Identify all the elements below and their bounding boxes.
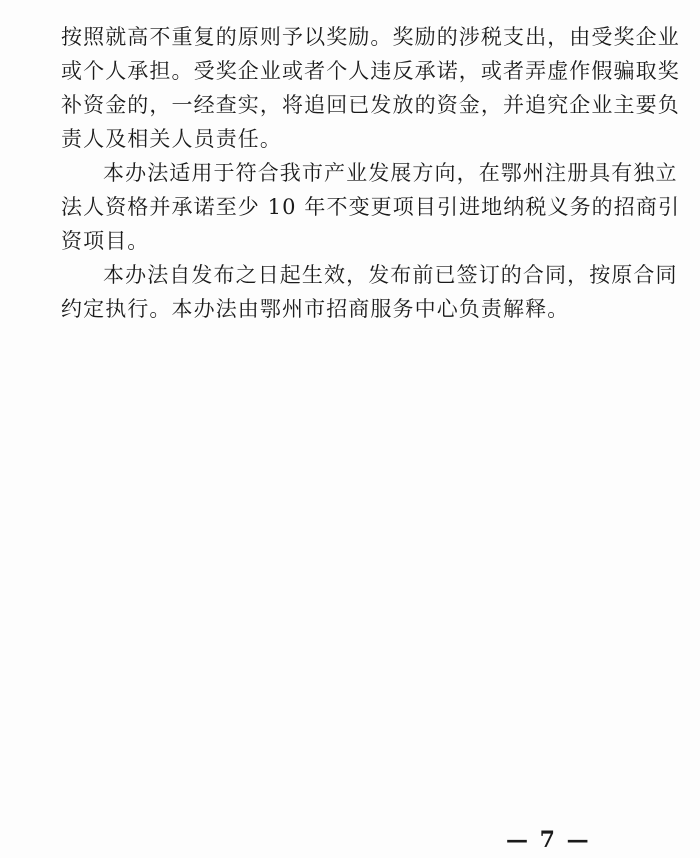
text-line: 按照就高不重复的原则予以奖励。奖励的涉税支出，由受奖企业 [61,25,680,49]
page-number: — 7 — [506,827,591,853]
text-line: 补资金的，一经查实，将追回已发放的资金，并追究企业主要负 [61,93,680,117]
paragraph-effective-date [61,258,678,326]
text-line: 或个人承担。受奖企业或者个人违反承诺，或者弄虚作假骗取奖 [61,59,680,83]
text-line: 法人资格并承诺至少 10 年不变更项目引进地纳税义务的招商引 [61,195,681,219]
text-line: 资项目。 [61,229,150,253]
text-line: 约定执行。本办法由鄂州市招商服务中心负责解释。 [61,297,570,321]
text-line: 责人及相关人员责任。 [61,127,282,151]
paragraph-reward-rules [61,20,680,156]
text-line: 本办法适用于符合我市产业发展方向，在鄂州注册具有独立 [103,161,678,185]
text-line: 本办法自发布之日起生效，发布前已签订的合同，按原合同 [103,263,678,287]
document-body [61,20,681,326]
paragraph-scope [61,156,681,258]
